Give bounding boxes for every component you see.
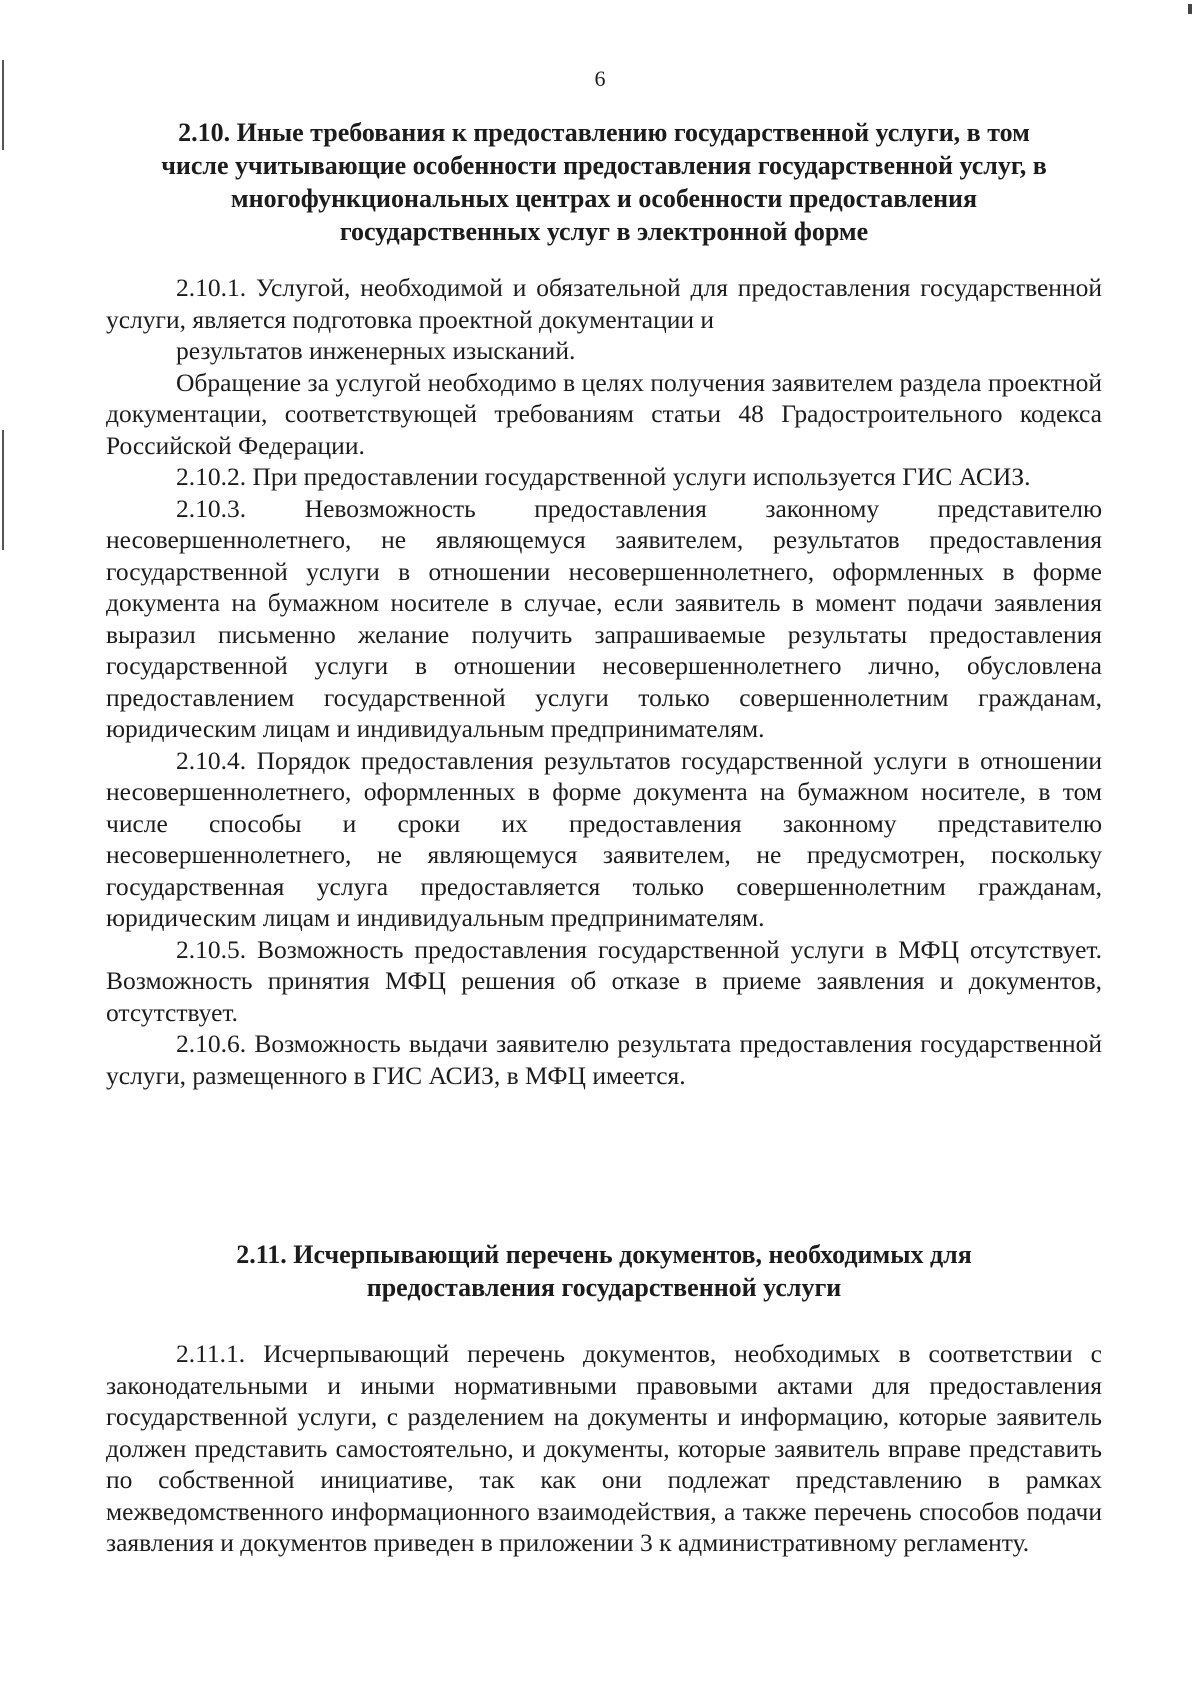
paragraph-2-11-1: 2.11.1. Исчерпывающий перечень документов, необходимых в соответствии с законодательными и иными нормативными правовыми актами для предоставления государственной услуги, с разделением на документы и информацию, которые заявитель должен представить самостоятельно, и документы, которые заявитель вправе представить по собственной инициативе, так как они подлежат представлению в рамках межведомственного информационного взаимодействия, а также перечень способов подачи заявления и документов приведен в приложении 3 к административному регламенту. [106, 1339, 1102, 1557]
section-2-10-heading [106, 116, 1102, 248]
section-2-11 [106, 1238, 1102, 1559]
paragraph-2-10-1-appeal: Обращение за услугой необходимо в целях получения заявителем раздела проектной документации, соответствующей требованиям статьи 48 Градостроительного кодекса Российской Федерации. [106, 367, 1102, 460]
page-number: 6 [594, 66, 606, 91]
paragraph-2-10-5: 2.10.5. Возможность предоставления государственной услуги в МФЦ отсутствует. Возможность принятия МФЦ решения об отказе в приеме заявления и документов, отсутствует. [106, 934, 1102, 1027]
paragraph-2-10-2: 2.10.2. При предоставлении государственной услуги используется ГИС АСИЗ. [176, 462, 1031, 491]
heading-line: государственных услуг в электронной форме [339, 217, 869, 246]
heading-line: числе учитывающие особенности предоставления государственной услуг, в [161, 151, 1047, 180]
paragraph-2-10-3: 2.10.3. Невозможность предоставления законному представителю несовершеннолетнего, не являющемуся заявителем, результатов предоставления государственной услуги в отношении несовершеннолетнего, оформленных в форме документа на бумажном носителе в случае, если заявитель в момент подачи заявления выразил письменно желание получить запрашиваемые результаты предоставления государственной услуги в отношении несовершеннолетнего лично, обусловлена предоставлением государственной услуги только совершеннолетним гражданам, юридическим лицам и индивидуальным предпринимателям. [106, 493, 1102, 743]
heading-line: 2.11. Исчерпывающий перечень документов, необходимых для [236, 1240, 972, 1269]
paragraph-2-10-1: 2.10.1. Услугой, необходимой и обязательной для предоставления государственной услуги, является подготовка проектной документации и [106, 273, 1102, 334]
section-2-10 [106, 116, 1102, 1091]
paragraph-2-10-6: 2.10.6. Возможность выдачи заявителю результата предоставления государственной услуги, размещенного в ГИС АСИЗ, в МФЦ имеется. [106, 1029, 1102, 1090]
heading-line: 2.10. Иные требования к предоставлению государственной услуги, в том [178, 118, 1030, 147]
heading-line: предоставления государственной услуги [366, 1273, 842, 1302]
section-2-11-heading [106, 1238, 1102, 1304]
scan-corner-mark [1188, 4, 1192, 14]
paragraph-2-10-4: 2.10.4. Порядок предоставления результатов государственной услуги в отношении несовершеннолетнего, оформленных в форме документа на бумажном носителе, в том числе способы и сроки их предоставления законному представителю несовершеннолетнего, не являющемуся заявителем, не предусмотрен, поскольку государственная услуга предоставляется только совершеннолетним гражданам, юридическим лицам и индивидуальным предпринимателям. [106, 745, 1102, 932]
heading-line: многофункциональных центрах и особенности предоставления [230, 184, 978, 213]
paragraph-2-10-1-continued: результатов инженерных изысканий. [176, 336, 576, 365]
